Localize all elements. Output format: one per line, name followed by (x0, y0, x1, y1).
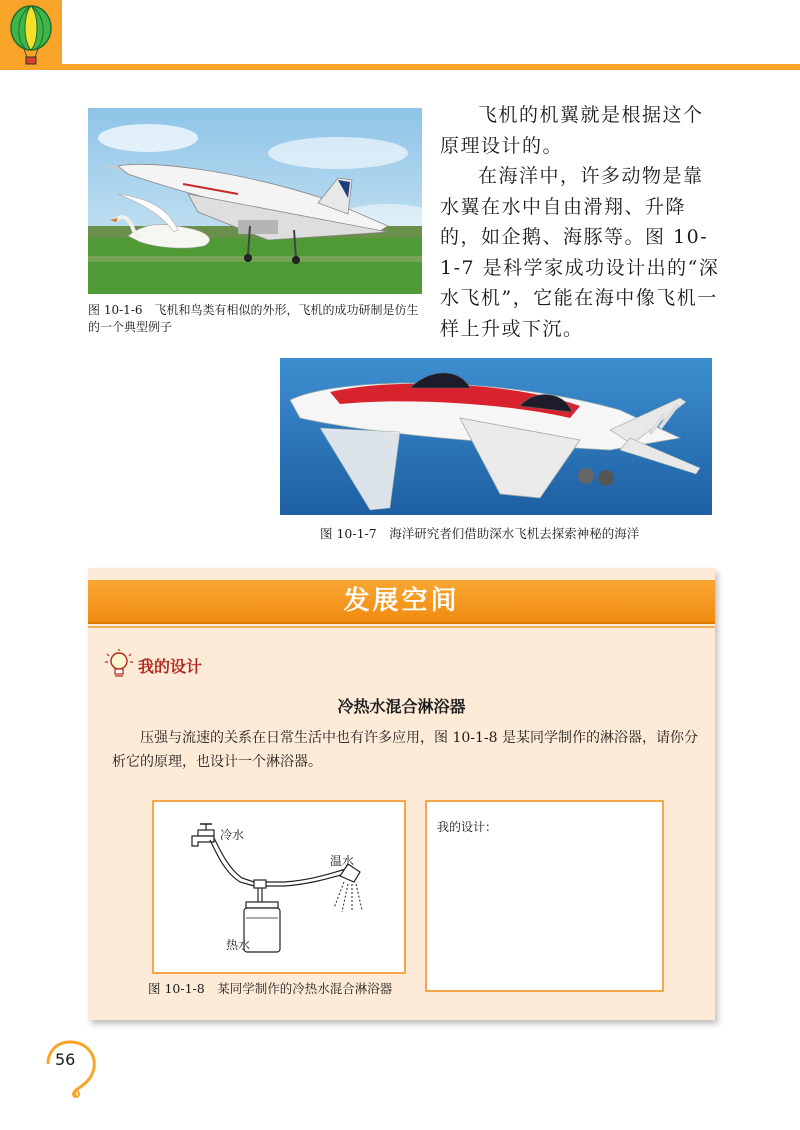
shower-paragraph-text: 压强与流速的关系在日常生活中也有许多应用，图 10-1-8 是某同学制作的淋浴器，请你分析它的原理，也设计一个淋浴器。 (112, 730, 698, 770)
hot-water-label: 热水 (226, 938, 251, 952)
development-title-bar (88, 580, 715, 624)
my-design-answer-box[interactable] (425, 800, 664, 992)
figure-3-caption: 图 10-1-8 某同学制作的冷热水混合淋浴器 (148, 981, 393, 996)
development-space-box (88, 568, 715, 1020)
figure-2-caption: 图 10-1-7 海洋研究者们借助深水飞机去探索神秘的海洋 (320, 526, 640, 541)
my-design-label: 我的设计 (138, 657, 203, 676)
my-design-prompt: 我的设计： (437, 820, 498, 834)
figure-1-caption: 图 10-1-6 飞机和鸟类有相似的外形，飞机的成功研制是仿生的一个典型例子 (88, 303, 419, 334)
shower-subtitle: 冷热水混合淋浴器 (337, 697, 466, 716)
deep-water-aircraft-photo (280, 358, 712, 515)
body-paragraph-2: 在海洋中，许多动物是靠水翼在水中自由滑翔、升降的，如企鹅、海豚等。图 10-1-7 是科学家成功设计出的“深水飞机”，它能在海中像飞机一样上升或下沉。 (440, 165, 720, 340)
shower-diagram-box (152, 800, 406, 974)
shower-paragraph (112, 726, 702, 774)
body-paragraph-1: 飞机的机翼就是根据这个原理设计的。 (440, 104, 704, 157)
header-line (62, 64, 800, 70)
development-rule (88, 626, 715, 628)
page-number: 56 (55, 1050, 76, 1069)
cold-water-label: 冷水 (220, 828, 245, 842)
lightbulb-icon (104, 648, 134, 680)
hot-air-balloon-icon (6, 4, 56, 66)
concorde-swan-photo (88, 108, 422, 294)
development-title: 发展空间 (343, 586, 460, 616)
body-text (440, 100, 720, 344)
shower-diagram (154, 802, 404, 972)
warm-water-label: 温水 (330, 854, 355, 868)
